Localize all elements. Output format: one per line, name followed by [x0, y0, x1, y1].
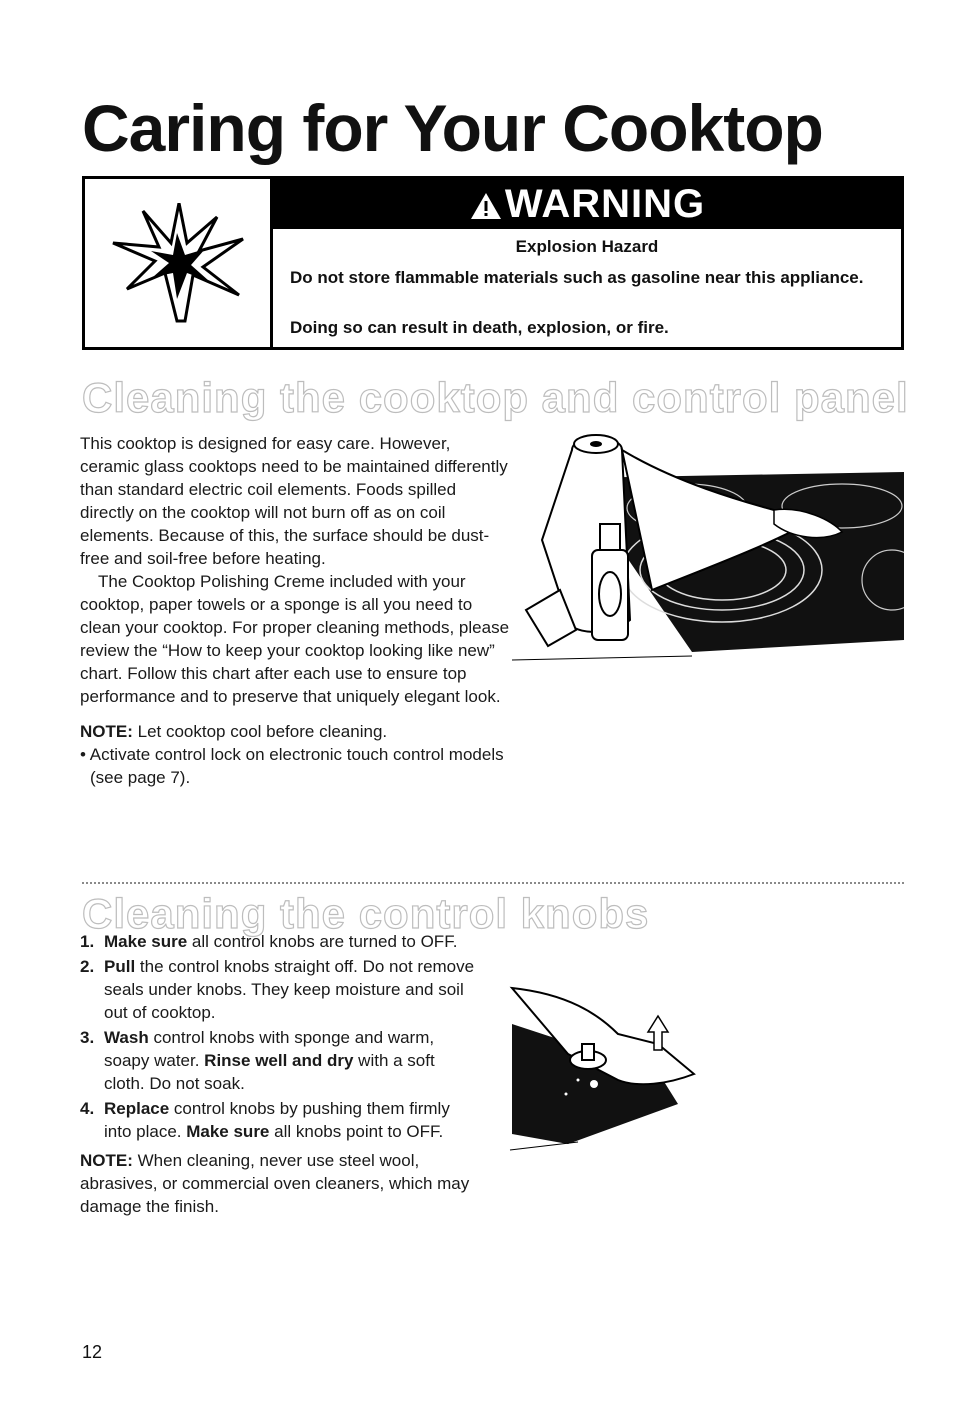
page-title: Caring for Your Cooktop: [82, 91, 823, 165]
step-item: [80, 930, 480, 953]
step-text-2: with a soft cloth. Do not soak.: [104, 1051, 435, 1093]
cooktop-para-2: The Cooktop Polishing Creme included with your cooktop, paper towels or a sponge is all you need to clean your cooktop. For proper cleaning methods, please review the “How to keep your cooktop looking like new” chart. Follow this chart after each use to ensure top performance and to preserve that uniquely elegant look.: [80, 572, 510, 706]
cooktop-cleaning-illustration: [512, 420, 904, 672]
section-heading-cooktop: Cleaning the cooktop and control panel: [82, 374, 909, 421]
hazard-line-2: Doing so can result in death, explosion, or fire.: [290, 318, 669, 337]
step-text: the control knobs straight off. Do not remove seals under knobs. They keep moisture and soil out of cooktop.: [104, 957, 475, 1022]
note-text: When cleaning, never use steel wool, abrasives, or commercial oven cleaners, which may damage the finish.: [80, 1151, 470, 1216]
cooktop-care-text: [80, 432, 512, 789]
step-number: 3.: [80, 1028, 95, 1047]
step-bold-2: Make sure: [186, 1122, 270, 1141]
step-text: control knobs with sponge and warm, soapy water.: [104, 1028, 435, 1070]
control-lock-bullet: • Activate control lock on electronic touch control models (see page 7).: [80, 745, 504, 787]
step-item: [80, 955, 480, 1024]
warning-icon-cell: [85, 179, 273, 347]
step-bold: Replace: [104, 1099, 170, 1118]
warning-triangle-icon: [469, 191, 503, 221]
step-bold: Wash: [104, 1028, 149, 1047]
step-number: 2.: [80, 957, 95, 976]
step-text: control knobs by pushing them firmly into place.: [104, 1099, 450, 1141]
section-divider: [82, 882, 904, 884]
warning-box: [82, 176, 904, 350]
warning-banner-text: WARNING: [504, 182, 706, 226]
step-text-2: all knobs point to OFF.: [269, 1122, 444, 1141]
knob-cleaning-steps: [80, 930, 480, 1220]
note-label: NOTE:: [80, 722, 133, 741]
cooktop-para-1: This cooktop is designed for easy care. However, ceramic glass cooktops need to be maintained differently than standard electric coil elements. Foods spilled directly on the cooktop will not burn off as on coil elements. Because of this, the surface should be dust-free and soil-free before heating.: [80, 434, 508, 568]
warning-banner: [273, 179, 901, 229]
step-number: 4.: [80, 1099, 95, 1118]
note-label: NOTE:: [80, 1151, 133, 1170]
knob-note: [80, 1149, 480, 1218]
step-text: all control knobs are turned to OFF.: [187, 932, 458, 951]
hazard-line-1: Do not store flammable materials such as gasoline near this appliance.: [290, 268, 864, 287]
step-bold: Make sure: [104, 932, 188, 951]
hazard-title: Explosion Hazard: [515, 237, 659, 256]
explosion-icon: [107, 203, 247, 328]
section-heading-knobs: Cleaning the control knobs: [82, 890, 650, 937]
step-item: [80, 1026, 480, 1095]
step-number: 1.: [80, 932, 95, 951]
note-text: Let cooktop cool before cleaning.: [132, 722, 388, 741]
step-item: [80, 1097, 480, 1143]
page-number: 12: [82, 1342, 103, 1362]
step-bold-2: Rinse well and dry: [204, 1051, 354, 1070]
step-bold: Pull: [104, 957, 136, 976]
control-knob-illustration: [508, 984, 708, 1160]
cooktop-note: [80, 720, 512, 743]
